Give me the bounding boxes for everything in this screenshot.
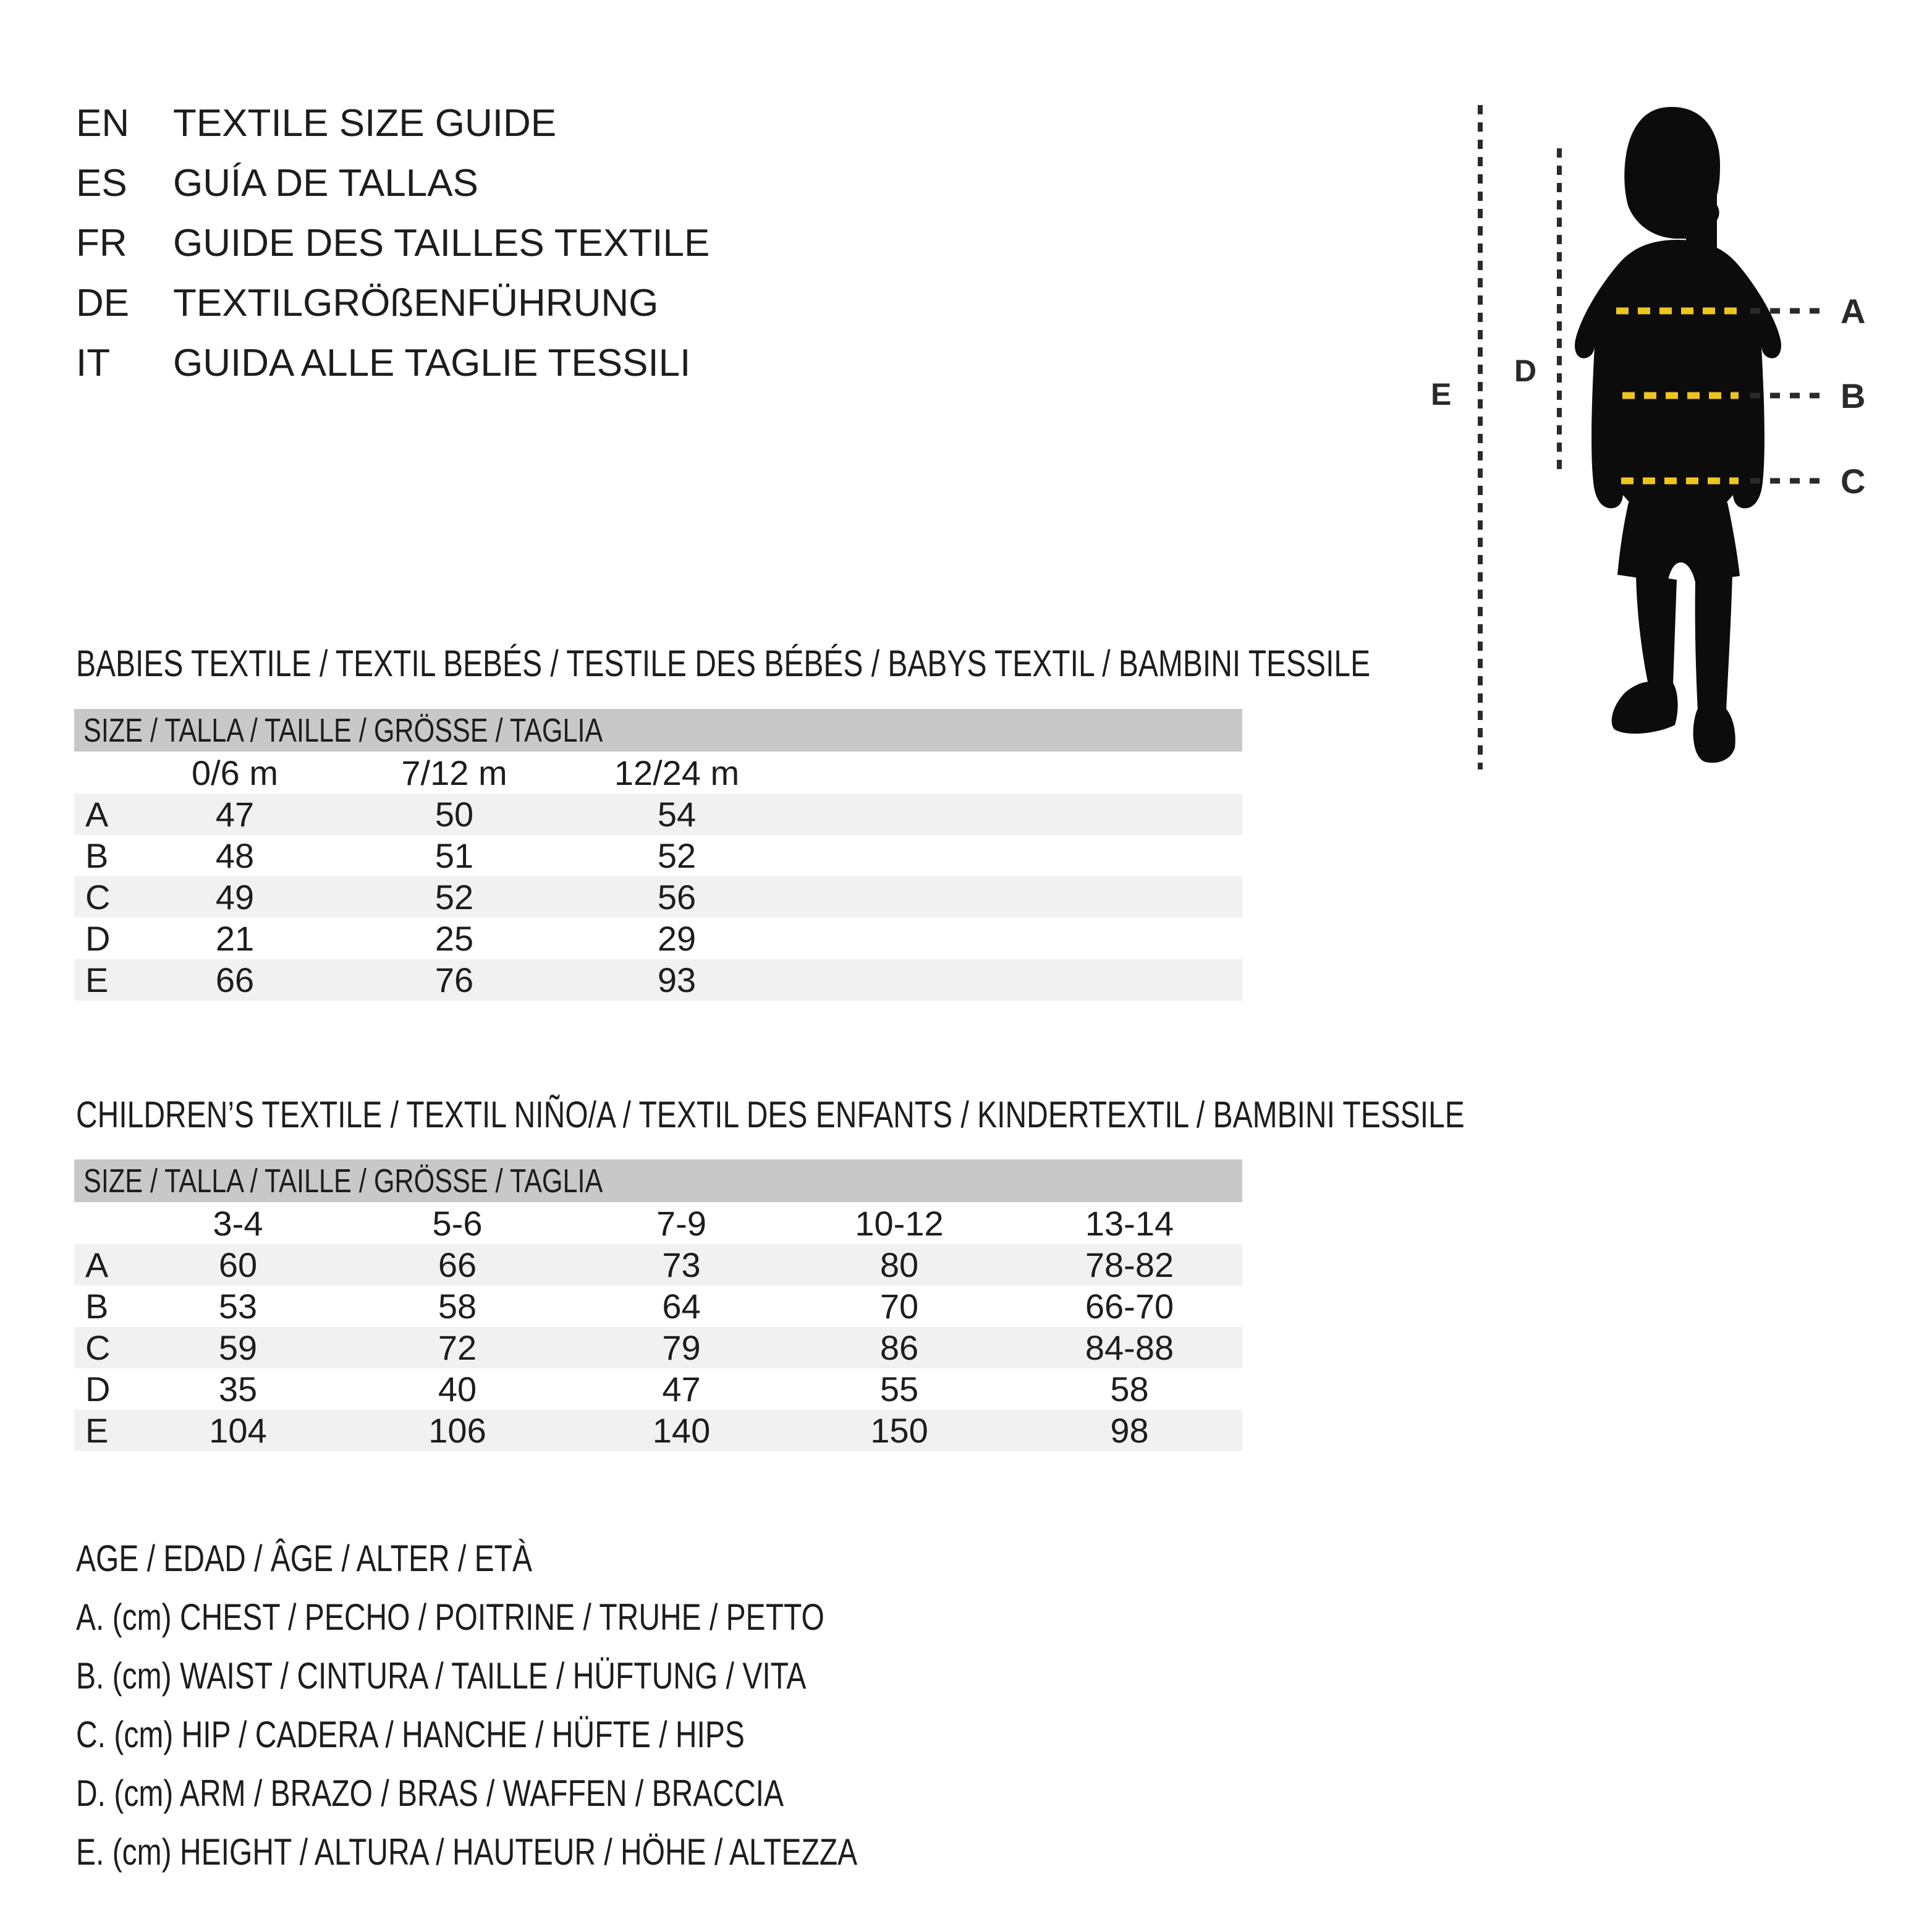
row-label: C — [85, 1328, 111, 1367]
cell: 40 — [438, 1370, 477, 1409]
label-e: E — [1431, 377, 1452, 412]
table-row-e — [74, 959, 1242, 1001]
table-row-c — [74, 1327, 1242, 1368]
legend-waist: B. (cm) WAIST / CINTURA / TAILLE / HÜFTUNG / VITA — [76, 1655, 807, 1697]
table-row-d — [74, 1368, 1242, 1410]
silhouette-shorts — [1617, 502, 1740, 582]
table-row-a — [74, 1244, 1242, 1286]
babies-table-header-bar — [74, 709, 1242, 752]
table-row-d — [74, 918, 1242, 959]
children-table-header-bar — [74, 1159, 1242, 1202]
table-row-c — [74, 876, 1242, 918]
table-row-b — [74, 1286, 1242, 1327]
cell: 50 — [434, 795, 474, 834]
cell: 25 — [434, 919, 474, 958]
cell: 48 — [215, 836, 255, 875]
language-code: ES — [76, 162, 127, 205]
table-row-b — [74, 835, 1242, 876]
legend-arm: D. (cm) ARM / BRAZO / BRAS / WAFFEN / BRACCIA — [76, 1773, 784, 1814]
language-title: GUIDE DES TAILLES TEXTILE — [173, 222, 710, 265]
column-header: 13-14 — [1085, 1203, 1174, 1243]
cell: 52 — [657, 836, 697, 875]
cell: 70 — [879, 1287, 919, 1326]
row-label: B — [85, 1287, 109, 1326]
row-label: A — [85, 795, 109, 834]
cell: 29 — [657, 919, 697, 958]
cell: 51 — [434, 836, 474, 875]
legend-hip: C. (cm) HIP / CADERA / HANCHE / HÜFTE / HIPS — [76, 1714, 745, 1755]
cell: 21 — [215, 919, 255, 958]
table-row-a — [74, 794, 1242, 835]
language-title: TEXTILE SIZE GUIDE — [173, 102, 557, 145]
size-header-text: SIZE / TALLA / TAILLE / GRÖSSE / TAGLIA — [83, 1162, 603, 1200]
cell: 52 — [434, 878, 474, 917]
column-header: 7/12 m — [401, 753, 507, 792]
row-label: E — [85, 960, 109, 999]
cell: 47 — [215, 795, 255, 834]
table-row-e — [74, 1410, 1242, 1451]
cell: 55 — [879, 1370, 919, 1409]
cell: 64 — [662, 1287, 701, 1326]
column-header: 5-6 — [432, 1203, 483, 1243]
column-header: 0/6 m — [191, 753, 279, 792]
legend-height: E. (cm) HEIGHT / ALTURA / HAUTEUR / HÖHE / ALTEZZA — [76, 1831, 858, 1873]
cell: 58 — [1110, 1370, 1149, 1409]
children-section-title — [76, 1093, 1812, 1137]
babies-section-title-text: BABIES TEXTILE / TEXTIL BEBÉS / TESTILE DES BÉBÉS / BABYS TEXTIL / BAMBINI TESSILE — [76, 643, 1371, 684]
language-title: TEXTILGRÖßENFÜHRUNG — [173, 282, 659, 324]
language-code: DE — [76, 282, 130, 324]
legend-chest: A. (cm) CHEST / PECHO / POITRINE / TRUHE / PETTO — [76, 1596, 824, 1638]
cell: 140 — [652, 1411, 711, 1450]
language-code: EN — [76, 102, 130, 145]
language-row-de — [76, 282, 710, 342]
cell: 80 — [879, 1245, 919, 1284]
label-c: C — [1841, 462, 1866, 501]
cell: 54 — [657, 795, 697, 834]
language-row-fr — [76, 222, 710, 282]
cell: 47 — [662, 1370, 701, 1409]
cell: 66-70 — [1085, 1287, 1174, 1326]
cell: 84-88 — [1085, 1328, 1174, 1367]
babies-column-header-row — [74, 752, 1242, 794]
cell: 79 — [662, 1328, 701, 1367]
cell: 66 — [215, 960, 255, 999]
language-title: GUIDA ALLE TAGLIE TESSILI — [173, 342, 691, 384]
column-header: 12/24 m — [614, 753, 740, 792]
label-a: A — [1841, 292, 1866, 331]
row-label: C — [85, 878, 111, 917]
cell: 76 — [434, 960, 474, 999]
language-title: GUÍA DE TALLAS — [173, 162, 478, 205]
row-label: B — [85, 836, 109, 875]
column-header: 3-4 — [213, 1203, 263, 1243]
silhouette-right-leg — [1695, 575, 1732, 711]
cell: 93 — [657, 960, 697, 999]
language-row-en — [76, 102, 710, 162]
cell: 59 — [218, 1328, 258, 1367]
row-label: D — [85, 1370, 111, 1409]
cell: 104 — [209, 1411, 267, 1450]
language-code: FR — [76, 222, 127, 265]
cell: 35 — [218, 1370, 258, 1409]
silhouette-shirt — [1575, 240, 1781, 508]
cell: 56 — [657, 878, 697, 917]
children-column-header-row — [74, 1202, 1242, 1244]
cell: 73 — [662, 1245, 701, 1284]
label-b: B — [1841, 376, 1866, 415]
size-header-text: SIZE / TALLA / TAILLE / GRÖSSE / TAGLIA — [83, 711, 603, 749]
cell: 60 — [218, 1245, 258, 1284]
cell: 78-82 — [1085, 1245, 1174, 1284]
language-row-it — [76, 342, 710, 402]
measurement-legend — [76, 1539, 1053, 1891]
label-d: D — [1514, 354, 1537, 388]
row-label: E — [85, 1411, 109, 1450]
cell: 150 — [870, 1411, 928, 1450]
cell: 72 — [438, 1328, 477, 1367]
language-row-es — [76, 162, 710, 222]
cell: 53 — [218, 1287, 258, 1326]
babies-section-title — [76, 642, 1694, 686]
cell: 106 — [428, 1411, 486, 1450]
column-header: 7-9 — [656, 1203, 706, 1243]
language-code: IT — [76, 342, 111, 384]
row-label: A — [85, 1245, 109, 1284]
cell: 58 — [438, 1287, 477, 1326]
cell: 66 — [438, 1245, 477, 1284]
children-size-table — [74, 1159, 1242, 1451]
row-label: D — [85, 919, 111, 958]
silhouette-left-shoe — [1612, 682, 1678, 734]
babies-size-table — [74, 709, 1242, 1001]
legend-age: AGE / EDAD / ÂGE / ALTER / ETÀ — [76, 1538, 532, 1579]
cell: 86 — [879, 1328, 919, 1367]
cell: 98 — [1110, 1411, 1149, 1450]
language-list — [76, 102, 710, 402]
cell: 49 — [215, 878, 255, 917]
column-header: 10-12 — [855, 1203, 944, 1243]
children-section-title-text: CHILDREN’S TEXTILE / TEXTIL NIÑO/A / TEXTIL DES ENFANTS / KINDERTEXTIL / BAMBINI TESSILE — [76, 1094, 1465, 1135]
silhouette-right-shoe — [1693, 709, 1735, 763]
